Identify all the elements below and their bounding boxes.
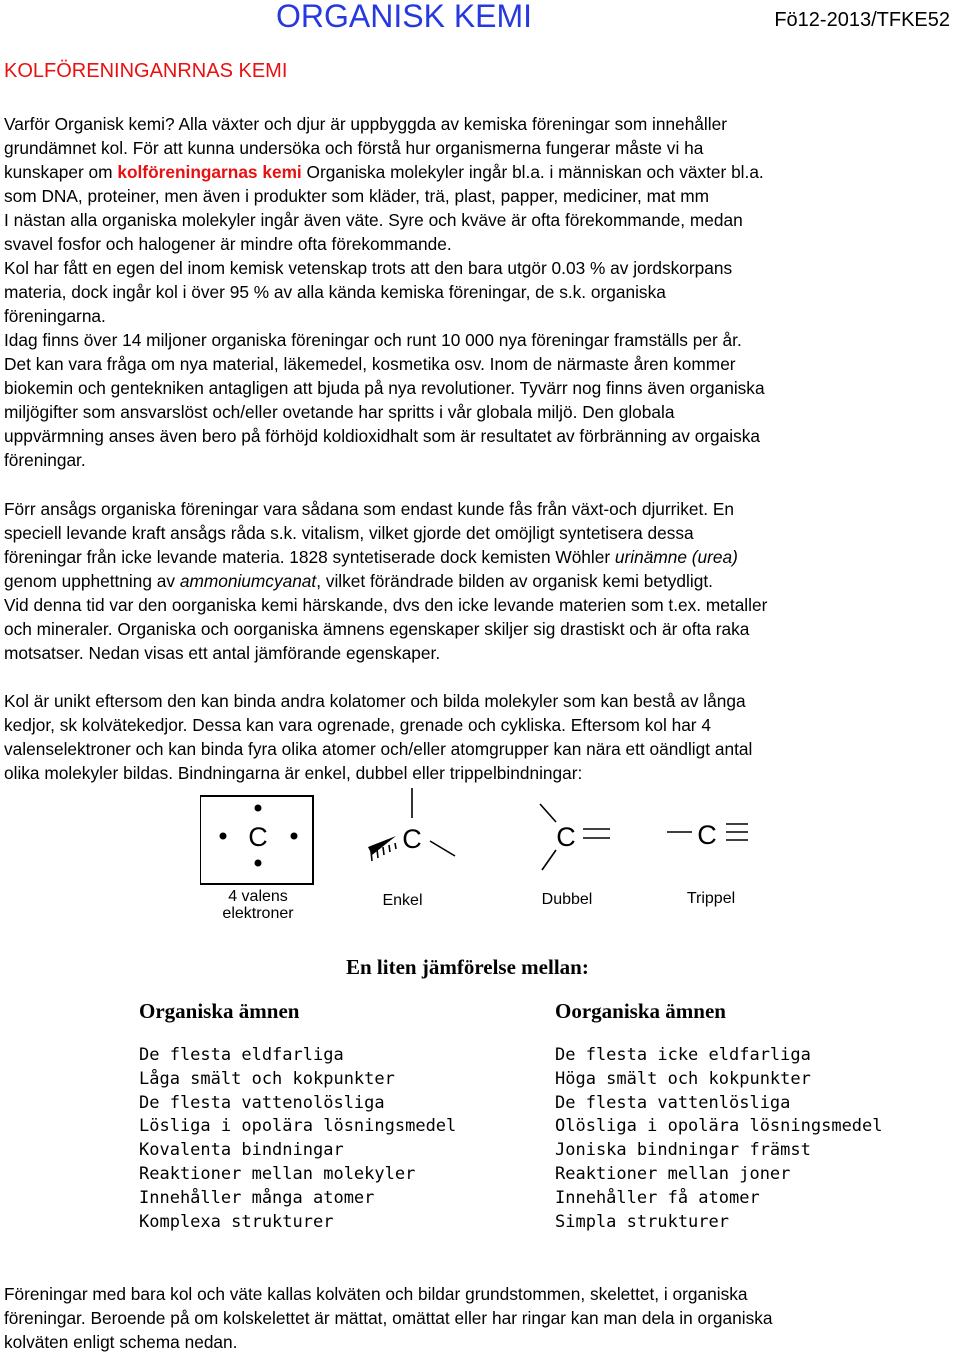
text-line: och mineraler. Organiska och oorganiska ämnens egenskaper skiljer sig drastiskt och är ofta raka <box>4 619 750 639</box>
list-item: De flesta eldfarliga <box>139 1045 344 1065</box>
text-line: materia, dock ingår kol i över 95 % av alla kända kemiska föreningar, de s.k. organiska <box>4 282 666 302</box>
text-line: Kol har fått en egen del inom kemisk vetenskap trots att den bara utgör 0.03 % av jordskorpans <box>4 258 733 278</box>
wedge-bond <box>368 836 396 855</box>
history-paragraph <box>4 497 956 665</box>
list-item: Lösliga i opolära lösningsmedel <box>139 1116 457 1137</box>
list-item: Joniska bindningar främst <box>555 1140 811 1161</box>
bond-line <box>430 841 455 856</box>
text-line: Kol är unikt eftersom den kan binda andra kolatomer och bilda molekyler som kan bestå av långa <box>4 691 746 711</box>
document-title: ORGANISK KEMI <box>276 0 533 34</box>
text-line: kedjor, sk kolvätekedjor. Dessa kan vara ogrenade, grenade och cykliska. Eftersom kol har 4 <box>4 715 711 735</box>
organic-list <box>139 1044 456 1234</box>
text-line: I nästan alla organiska molekyler ingår även väte. Syre och kväve är ofta förekommande, medan <box>4 210 743 230</box>
text-line: Varför Organisk kemi? Alla växter och djur är uppbyggda av kemiska föreningar som innehåller <box>4 114 727 134</box>
electron-dot <box>255 860 262 867</box>
list-item: Innehåller många atomer <box>139 1187 375 1208</box>
carbon-symbol: C <box>697 820 717 850</box>
text-line: föreningarna. <box>4 306 106 326</box>
bond-diagram <box>200 788 800 938</box>
bond-line <box>540 804 556 822</box>
text-line: Det kan vara fråga om nya material, läkemedel, kosmetika osv. Inom de närmaste åren kommer <box>4 354 736 374</box>
text-line: kunskaper om kolföreningarnas kemi Organiska molekyler ingår bl.a. i människan och växter bl.a. <box>4 162 764 182</box>
italic-term: ammoniumcyanat <box>179 571 317 591</box>
carbon-paragraph <box>4 689 956 785</box>
text-line: uppvärmning anses även bero på förhöjd koldioxidhalt som är resultatet av förbränning av orgaiska <box>4 426 761 446</box>
text-line: valenselektroner och kan binda fyra olika atomer och/eller atomgrupper kan nära ett oändligt antal <box>4 739 753 759</box>
inorganic-header: Oorganiska ämnen <box>555 999 726 1023</box>
text-line: kolväten enligt schema nedan. <box>4 1332 238 1352</box>
double-bond-label: Dubbel <box>541 891 593 908</box>
list-item: Reaktioner mellan molekyler <box>139 1163 416 1184</box>
text-line: som DNA, proteiner, men även i produkter som kläder, trä, plast, papper, mediciner, mat mm <box>4 186 709 206</box>
list-item: De flesta vattenolösliga <box>139 1092 385 1113</box>
inorganic-list <box>555 1044 883 1234</box>
list-item: De flesta icke eldfarliga <box>555 1045 811 1065</box>
text-line: föreningar. <box>4 450 86 470</box>
list-item: Reaktioner mellan joner <box>555 1163 791 1184</box>
comparison-title: En liten jämförelse mellan: <box>346 955 589 979</box>
triple-bond-label: Trippel <box>686 890 736 907</box>
text-line: Vid denna tid var den oorganiska kemi härskande, dvs den icke levande materien som t.ex. metaller <box>4 595 768 615</box>
carbon-symbol: C <box>402 824 422 854</box>
electron-dot <box>220 833 227 840</box>
list-item: De flesta vattenlösliga <box>555 1092 791 1113</box>
list-item: Kovalenta bindningar <box>139 1140 344 1161</box>
section-heading: KOLFÖRENINGANRNAS KEMI <box>4 60 288 82</box>
electron-dot <box>255 805 262 812</box>
text-line: Idag finns över 14 miljoner organiska föreningar och runt 10 000 nya föreningar framställs per år. <box>4 330 742 350</box>
text-line: genom upphettning av ammoniumcyanat, vilket förändrade bilden av organisk kemi betydligt. <box>4 571 713 591</box>
text-line: Föreningar med bara kol och väte kallas kolväten och bildar grundstommen, skelettet, i organiska <box>4 1284 748 1304</box>
italic-term: urinämne (urea) <box>614 547 738 567</box>
intro-paragraph <box>4 112 956 472</box>
single-bond-label: Enkel <box>382 892 423 909</box>
list-item: Simpla strukturer <box>555 1211 729 1232</box>
text-line: grundämnet kol. För att kunna undersöka och förstå hur organismerna fungerar måste vi ha <box>4 138 704 158</box>
text-line: föreningar. Beroende på om kolskelettet är mättat, omättat eller har ringar kan man dela in organiska <box>4 1308 773 1328</box>
footer-paragraph <box>4 1282 956 1354</box>
text-line: föreningar från icke levande materia. 1828 syntetiserade dock kemisten Wöhler urinämne (urea) <box>4 547 738 567</box>
text-line: miljögifter som ansvarslöst och/eller ovetande har spritts i vår globala miljö. Den globala <box>4 402 675 422</box>
text-line: svavel fosfor och halogener är mindre ofta förekommande. <box>4 234 452 254</box>
list-item: Olösliga i opolära lösningsmedel <box>555 1116 883 1137</box>
list-item: Komplexa strukturer <box>139 1211 334 1232</box>
text-line: motsatser. Nedan visas ett antal jämförande egenskaper. <box>4 643 441 663</box>
course-code: Fö12-2013/TFKE52 <box>774 9 950 31</box>
organic-header: Organiska ämnen <box>139 999 300 1023</box>
bond-line <box>542 850 556 870</box>
text-line: Förr ansågs organiska föreningar vara sådana som endast kunde fås från växt-och djurriket. En <box>4 499 735 519</box>
highlighted-term: kolföreningarnas kemi <box>117 162 302 182</box>
list-item: Innehåller få atomer <box>555 1187 760 1208</box>
electron-dot <box>291 833 298 840</box>
text-line: biokemin och gentekniken antagligen att bjuda på nya revolutioner. Tyvärr nog finns även organiska <box>4 378 765 398</box>
text-line: olika molekyler bildas. Bindningarna är enkel, dubbel eller trippelbindningar: <box>4 763 583 783</box>
list-item: Höga smält och kokpunkter <box>555 1068 811 1089</box>
valence-label: 4 valens elektroner <box>222 888 294 922</box>
list-item: Låga smält och kokpunkter <box>139 1068 395 1089</box>
text-line: speciell levande kraft ansågs råda s.k. vitalism, vilket gjorde det omöjligt syntetisera dessa <box>4 523 694 543</box>
carbon-symbol: C <box>556 822 576 852</box>
carbon-symbol: C <box>248 822 268 852</box>
